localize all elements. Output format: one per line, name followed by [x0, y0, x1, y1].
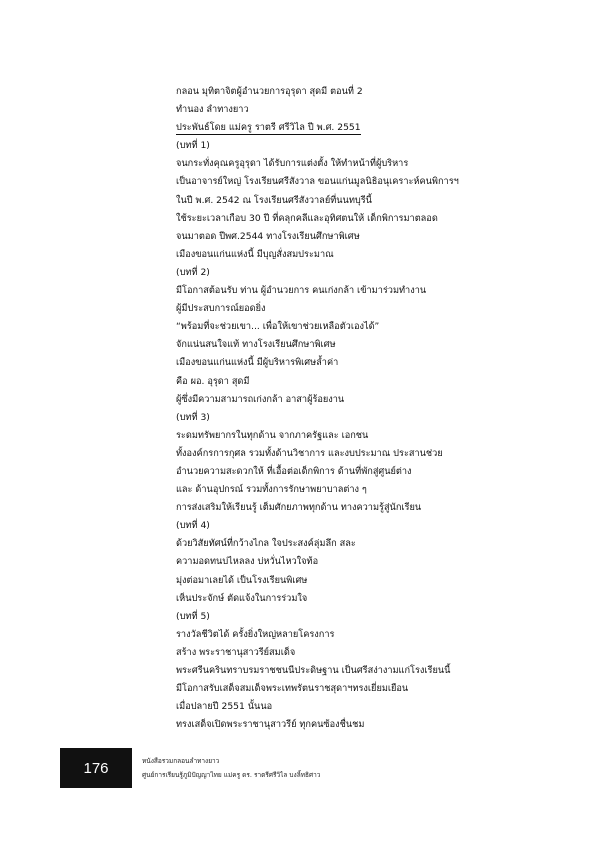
poem-line: เมื่อปลายปี 2551 นั้นนอ [176, 701, 273, 713]
poem-line: อำนวยความสะดวกให้ ที่เอื้อต่อเด็กพิการ ด้านที่พักสู่ศูนย์ต่าง [176, 465, 412, 477]
poem-line: มุ่งต่อมาเลยได้ เป็นโรงเรียนพิเศษ [176, 574, 308, 586]
poem-line: ผู้มีประสบการณ์ยอดยิ่ง [176, 303, 266, 315]
poem-line: ทรงเสด็จเปิดพระราชานุสาวรีย์ ทุกคนซ้องชื่นชม [176, 719, 365, 731]
poem-title: กลอน มุทิตาจิตผู้อำนวยการอุรุดา สุดมี ตอนที่ 2 [176, 86, 363, 97]
poem-line: พระศรีนครินทราบรมราชชนนีประดิษฐาน เป็นศรีสง่างามแก่โรงเรียนนี้ [176, 665, 451, 676]
footer-book-title: หนังสือรวมกลอนลำทางยาว [142, 757, 220, 765]
poem-line: ความอดทนบ่ไหลลง บ่หวั่นไหวใจท้อ [176, 556, 319, 568]
poem-line: เมืองขอนแก่นแห่งนี้ มีบุญสั่งสมประมาณ [176, 248, 334, 260]
page-footer [60, 748, 540, 788]
poem-line: มีโอกาสรับเสด็จสมเด็จพระเทพรัตนราชสุดาฯทรงเยี่ยมเยือน [176, 683, 409, 695]
stanza-heading-1: (บทที่ 1) [176, 140, 210, 152]
poem-line: ผู้ซึ่งมีความสามารถเก่งกล้า อาสาผู้ร้อยงาน [176, 393, 345, 405]
poem-line: มีโอกาสต้อนรับ ท่าน ผู้อำนวยการ คนเก่งกล้า เข้ามาร่วมทำงาน [176, 285, 427, 297]
page-number-box [60, 748, 132, 788]
stanza-heading-3: (บทที่ 3) [176, 411, 210, 423]
poem-line: จักแน่นสนใจแท้ ทางโรงเรียนศึกษาพิเศษ [176, 339, 336, 351]
stanza-heading-5: (บทที่ 5) [176, 610, 210, 622]
poem-line: รางวัลชีวิตได้ ครั้งยิ่งใหญ่หลายโครงการ [176, 628, 335, 640]
footer-publisher: ศูนย์การเรียนรู้ภูมิปัญญาไทย แม่ครู ดร. ราตรีศรีวิไล บงลิ้ทธิศาว [142, 771, 321, 779]
poem-line: จนมาตอด ปีพศ.2544 ทางโรงเรียนศึกษาพิเศษ [176, 230, 360, 242]
poem-line: จนกระทั่งคุณครูอุรุดา ได้รับการแต่งตั้ง ให้ทำหน้าที่ผู้บริหาร [176, 158, 409, 170]
poem-line: เป็นอาจารย์ใหญ่ โรงเรียนศรีสังวาล ขอนแก่นมูลนิธิอนุเคราะห์คนพิการฯ [176, 176, 459, 188]
poem-line: ระดมทรัพยากรในทุกด้าน จากภาครัฐและ เอกชน [176, 429, 369, 441]
poem-line: เมืองขอนแก่นแห่งนี้ มีผู้บริหารพิเศษล้ำค่า [176, 357, 339, 369]
footer-text [142, 754, 320, 782]
poem-line: ทั้งองค์กรการกุศล รวมทั้งด้านวิชาการ และงบประมาณ ประสานช่วย [176, 447, 443, 459]
stanza-heading-4: (บทที่ 4) [176, 520, 210, 532]
poem-line: ใช้ระยะเวลาเกือบ 30 ปี ที่คลุกคลีและอุทิศตนให้ เด็กพิการมาตลอด [176, 212, 438, 224]
poem-quote: “พร้อมที่จะช่วยเขา... เพื่อให้เขาช่วยเหลือตัวเองได้” [176, 321, 380, 333]
poem-line: เห็นประจักษ์ ตัดแจ้งในการร่วมใจ [176, 592, 308, 604]
poem-line: ด้วยวิสัยทัศน์ที่กว้างไกล ใจประสงค์ลุ่มลึก สละ [176, 538, 356, 550]
stanza-heading-2: (บทที่ 2) [176, 266, 210, 278]
poem-line: สร้าง พระราชานุสาวรีย์สมเด็จ [176, 646, 296, 658]
poem-line: ในปี พ.ศ. 2542 ณ โรงเรียนศรีสังวาลย์ที่นนทบุรีนี้ [176, 194, 372, 206]
author-line [176, 119, 506, 137]
poem-line: คือ ผอ. อุรุดา สุดมี [176, 375, 250, 387]
author-text: ประพันธ์โดย แม่ครู ราตรี ศรีวิไล ปี พ.ศ. 2551 [176, 122, 361, 134]
melody-line: ทำนอง ลำทางยาว [176, 104, 249, 116]
page-number: 176 [83, 759, 109, 777]
poem-line: การส่งเสริมให้เรียนรู้ เต็มศักยภาพทุกด้าน ทางความรู้สู่นักเรียน [176, 502, 422, 514]
poem-line: และ ด้านอุปกรณ์ รวมทั้งการรักษาพยาบาลต่าง ๆ [176, 484, 367, 496]
poem-body [176, 83, 506, 734]
